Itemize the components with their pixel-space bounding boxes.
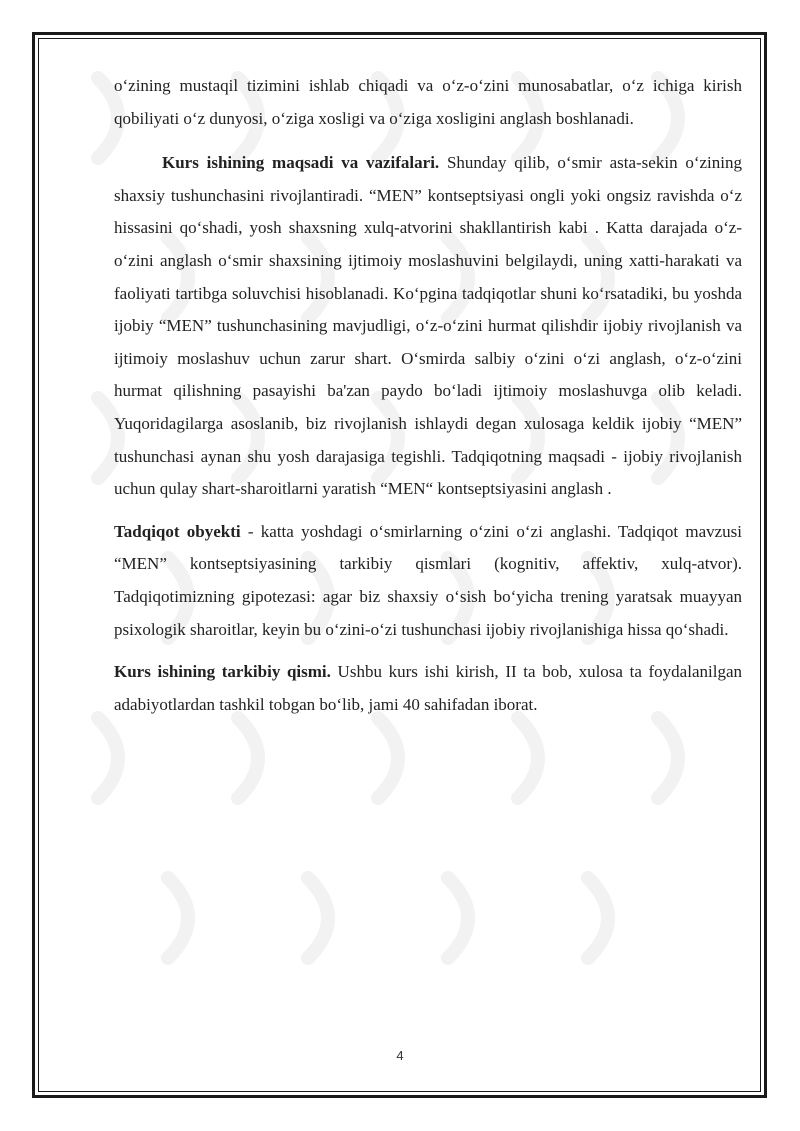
paragraph-structure-text: Ushbu kurs ishi kirish, II ta bob, xulosa ta foydalanilgan adabiyotlardan tashkil tobgan bo‘lib, jami 40 sahifadan iborat. bbox=[114, 662, 742, 714]
page-number: 4 bbox=[396, 1048, 404, 1063]
paragraph-structure bbox=[114, 656, 742, 721]
paragraph-goals bbox=[114, 147, 742, 506]
paragraph-intro-continuation: o‘zining mustaqil tizimini ishlab chiqadi va o‘z-o‘zini munosabatlar, o‘z ichiga kirish qobiliyati o‘z dunyosi, o‘ziga xosligi va o‘ziga xosligini anglash boshlanadi. bbox=[114, 76, 742, 128]
paragraph-research-object bbox=[114, 516, 742, 646]
heading-research-object: Tadqiqot obyekti bbox=[114, 521, 241, 541]
document-body bbox=[114, 70, 742, 721]
paragraph-goals-text: Shunday qilib, o‘smir asta-sekin o‘zining shaxsiy tushunchasini rivojlantiradi. “MEN” kontseptsiyasi ongli yoki ongsiz ravishda o‘z hissasini qo‘shadi, yosh shaxsning xulq-atvorini shakllantirish kabi . Katta darajada o‘z-o‘zini anglash o‘smir shaxsining ijtimoiy moslashuvini belgilaydi, uning xatti-harakati va faoliyati tartibga soluvchisi hisoblanadi. Ko‘pgina tadqiqotlar shuni ko‘rsatadiki, bu yoshda ijobiy “MEN” tushunchasining mavjudligi, o‘z-o‘zini hurmat qilishdir ijobiy rivojlanish va ijtimoiy moslashuv uchun zarur shart. O‘smirda salbiy o‘zini o‘zi anglash, o‘z-o‘zini hurmat qilishning pasayishi ba'zan paydo bo‘ladi ijtimoiy moslashuvga olib keladi. Yuqoridagilarga asoslanib, biz rivojlanish ishlaydi degan xulosaga keldik ijobiy “MEN” tushunchasi aynan shu yosh darajasiga tegishli. Tadqiqotning maqsadi - ijobiy rivojlanish uchun qulay shart-sharoitlarni yaratish “MEN“ kontseptsiyasini anglash . bbox=[114, 153, 742, 499]
heading-structure: Kurs ishining tarkibiy qismi. bbox=[114, 662, 331, 682]
heading-goals: Kurs ishining maqsadi va vazifalari. bbox=[162, 153, 440, 173]
paragraph-research-object-text: - katta yoshdagi o‘smirlarning o‘zini o‘zi anglashi. Tadqiqot mavzusi “MEN” kontseptsiyasining tarkibiy qismlari (kognitiv, affektiv, xulq-atvor). Tadqiqotimizning gipotezasi: agar biz shaxsiy o‘sish bo‘yicha trening yaratsak muayyan psixologik sharoitlar, keyin bu o‘zini-o‘zi tushunchasi ijobiy rivojlanishiga hissa qo‘shadi. bbox=[114, 521, 743, 639]
